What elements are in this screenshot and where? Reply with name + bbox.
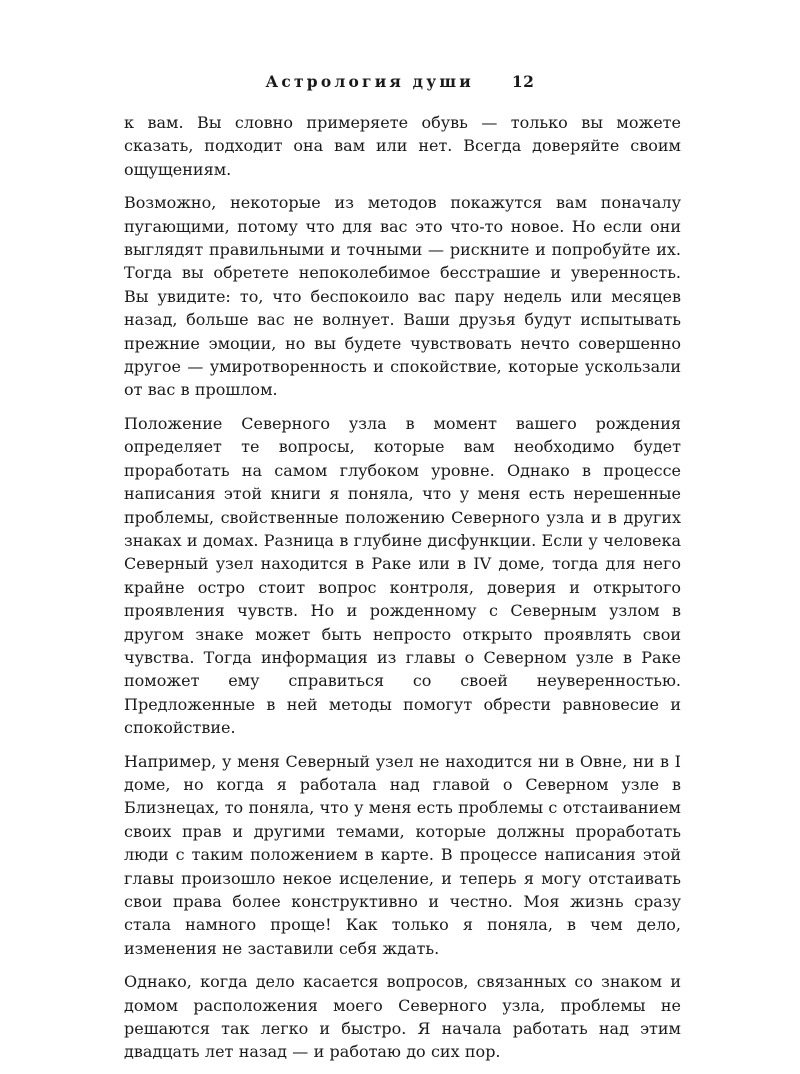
paragraph: Однако, когда дело касается вопросов, связанных со знаком и домом расположения моего Северного узла, проблемы не решаются так легко и быстро. Я начала работать над этим двадцать лет назад — и работаю до сих пор. [124,972,681,1062]
paragraph: Возможно, некоторые из методов покажутся вам поначалу пугающими, потому что для вас это что-то новое. Но если они выглядят правильными и точными — рискните и попробуйте их. Тогда вы обретете непоколебимое бесстрашие и уверенность. Вы увидите: то, что беспокоило вас пару недель или месяцев назад, больше вас не волнует. Ваши друзья будут испытывать прежние эмоции, но вы будете чувствовать нечто совершенно другое — умиротворенность и спокойствие, которые ускользали от вас в прошлом. [124,193,681,400]
running-header [0,72,800,91]
paragraph: Например, у меня Северный узел не находится ни в Овне, ни в I доме, но когда я работала над главой о Северном узле в Близнецах, то поняла, что у меня есть проблемы с отстаиванием своих прав и другими темами, которые должны проработать люди с таким положением в карте. В процессе написания этой главы произошло некое исцеление, и теперь я могу отстаивать свои права более конструктивно и честно. Моя жизнь сразу стала намного проще! Как только я поняла, в чем дело, изменения не заставили себя ждать. [124,751,681,958]
paragraph: к вам. Вы словно примеряете обувь — только вы можете сказать, подходит она вам или нет. Всегда доверяйте своим ощущениям. [124,113,681,179]
book-title: Астрология души [265,72,474,91]
page-number: 12 [511,72,535,91]
paragraph: Положение Северного узла в момент вашего рождения определяет те вопросы, которые вам необходимо будет проработать на самом глубоком уровне. Однако в процессе написания этой книги я поняла, что у меня есть нерешенные проблемы, свойственные положению Северного узла и в других знаках и домах. Разница в глубине дисфункции. Если у человека Северный узел находится в Раке или в IV доме, тогда для него крайне остро стоит вопрос контроля, доверия и открытого проявления чувств. Но и рожденному с Северным узлом в другом знаке может быть непросто открыто проявлять свои чувства. Тогда информация из главы о Северном узле в Раке поможет ему справиться со своей неуверенностью. Предложенные в ней методы помогут обрести равновесие и спокойствие. [124,413,681,738]
body-text [124,111,681,1074]
